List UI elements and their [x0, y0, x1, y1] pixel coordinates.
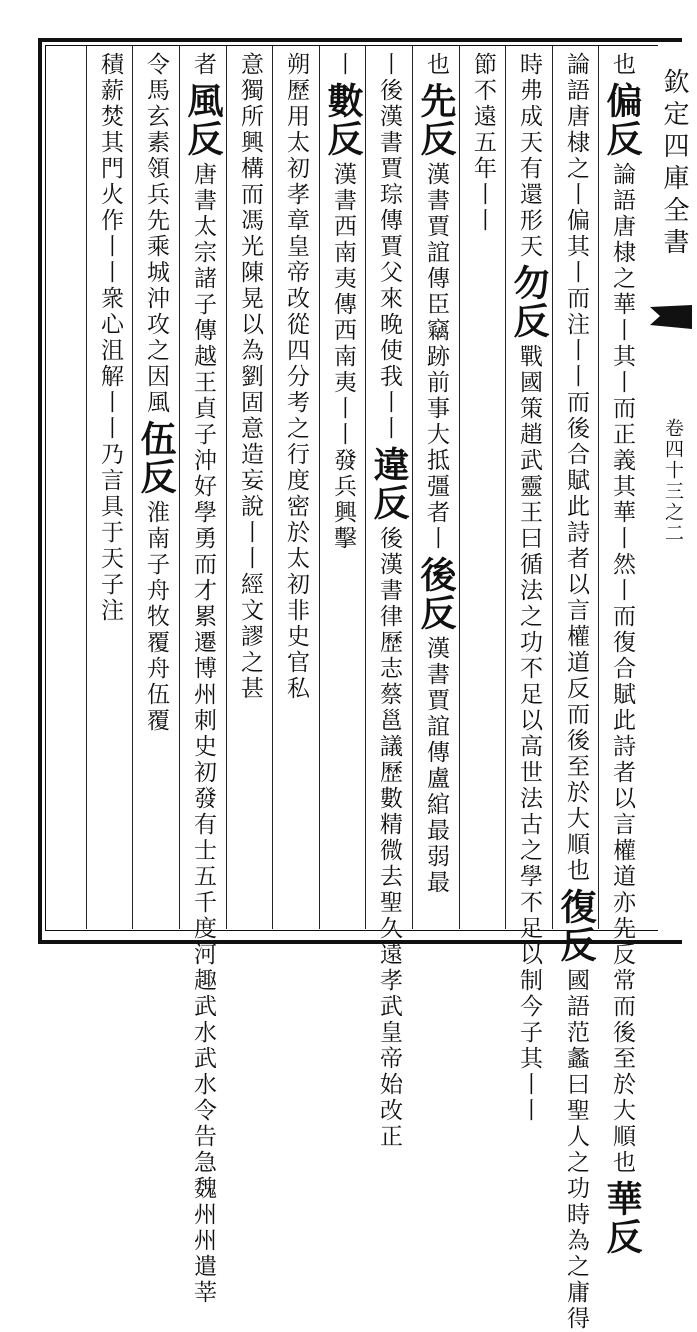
text-column — [227, 52, 273, 922]
gloss-text: 丨 — [330, 52, 356, 78]
text-column — [599, 52, 645, 1256]
headword: 風反 — [182, 82, 224, 158]
headword: 偏反 — [601, 82, 643, 158]
gloss-text: 者 — [190, 52, 216, 78]
headword: 復反 — [555, 888, 597, 964]
gloss-text: 漢書賈誼傳臣竊跡前事大抵彊者丨 — [423, 162, 449, 552]
text-column — [180, 52, 226, 1306]
gloss-text: 淮南子舟牧覆舟伍覆 — [143, 500, 169, 734]
gloss-text: 意獨所興構而馮光陳晃以為劉固意造妄說丨丨經文謬之甚 — [237, 52, 263, 702]
gloss-text: 時弗成天有還形天 — [516, 52, 542, 260]
text-column — [366, 52, 412, 1150]
gloss-text: 漢書賈誼傳盧綰最弱最 — [423, 636, 449, 896]
headword: 後反 — [415, 556, 457, 632]
page-margin — [652, 60, 688, 940]
gloss-text: 丨丨乃言具于天子注 — [97, 390, 123, 624]
text-column — [506, 52, 552, 1124]
text-column — [273, 52, 319, 922]
gloss-text: 論語唐棣之華丨其丨而正義其華丨然丨而復合賦此詩者以言權道亦先反常而後至於大順也 — [609, 162, 635, 1176]
text-column — [133, 52, 179, 922]
book-title: 欽定四庫全書 — [659, 68, 689, 260]
text-column — [413, 52, 459, 922]
gloss-text: 節不遠五年丨丨 — [470, 52, 496, 234]
text-column — [553, 52, 599, 1332]
fishtail-mark — [650, 305, 692, 329]
headword: 數反 — [322, 82, 364, 158]
gloss-text: 也 — [423, 52, 449, 78]
gloss-text: 令馬玄素領兵先乘城沖攻之因風 — [143, 52, 169, 416]
gloss-text: 漢書西南夷傳西南夷丨丨發兵興擊 — [330, 162, 356, 552]
headword: 勿反 — [508, 264, 550, 340]
gloss-text: 後漢書律歷志蔡邕議歷數精微去聖久遠孝武皇帝始改正 — [376, 526, 402, 1150]
gloss-text: 朔歷用太初孝章皇帝改從四分考之行度密於太初非史官私 — [283, 52, 309, 702]
gloss-text: 唐書太宗諸子傳越王貞子沖好學勇而才累遷博州刺史初發有士五千度河趣武水武水令告急魏州州遣莘 — [190, 162, 216, 1306]
text-column — [87, 52, 133, 922]
gloss-text: 國語范蠡曰聖人之功時為之庸得 — [563, 968, 589, 1332]
gloss-text: 也 — [609, 52, 635, 78]
headword: 華反 — [601, 1180, 643, 1256]
gloss-text: 論語唐棣之丨偏其丨而注丨丨而後合賦此詩者以言權道反而後至於大順也 — [563, 52, 589, 884]
text-column — [460, 52, 506, 922]
headword: 違反 — [368, 446, 410, 522]
headword: 先反 — [415, 82, 457, 158]
gloss-text: 積薪焚其門火作丨丨衆心沮解 — [97, 52, 123, 390]
text-column — [320, 52, 366, 922]
chapter-label: 卷四十三之二 — [662, 418, 684, 544]
gloss-text: 戰國策趙武靈王曰循法之功不足以高世法古之學不足以制今子其丨丨 — [516, 344, 542, 1124]
headword: 伍反 — [135, 420, 177, 496]
gloss-text: 丨後漢書賈琮傳賈父來晚使我丨丨 — [376, 52, 402, 442]
